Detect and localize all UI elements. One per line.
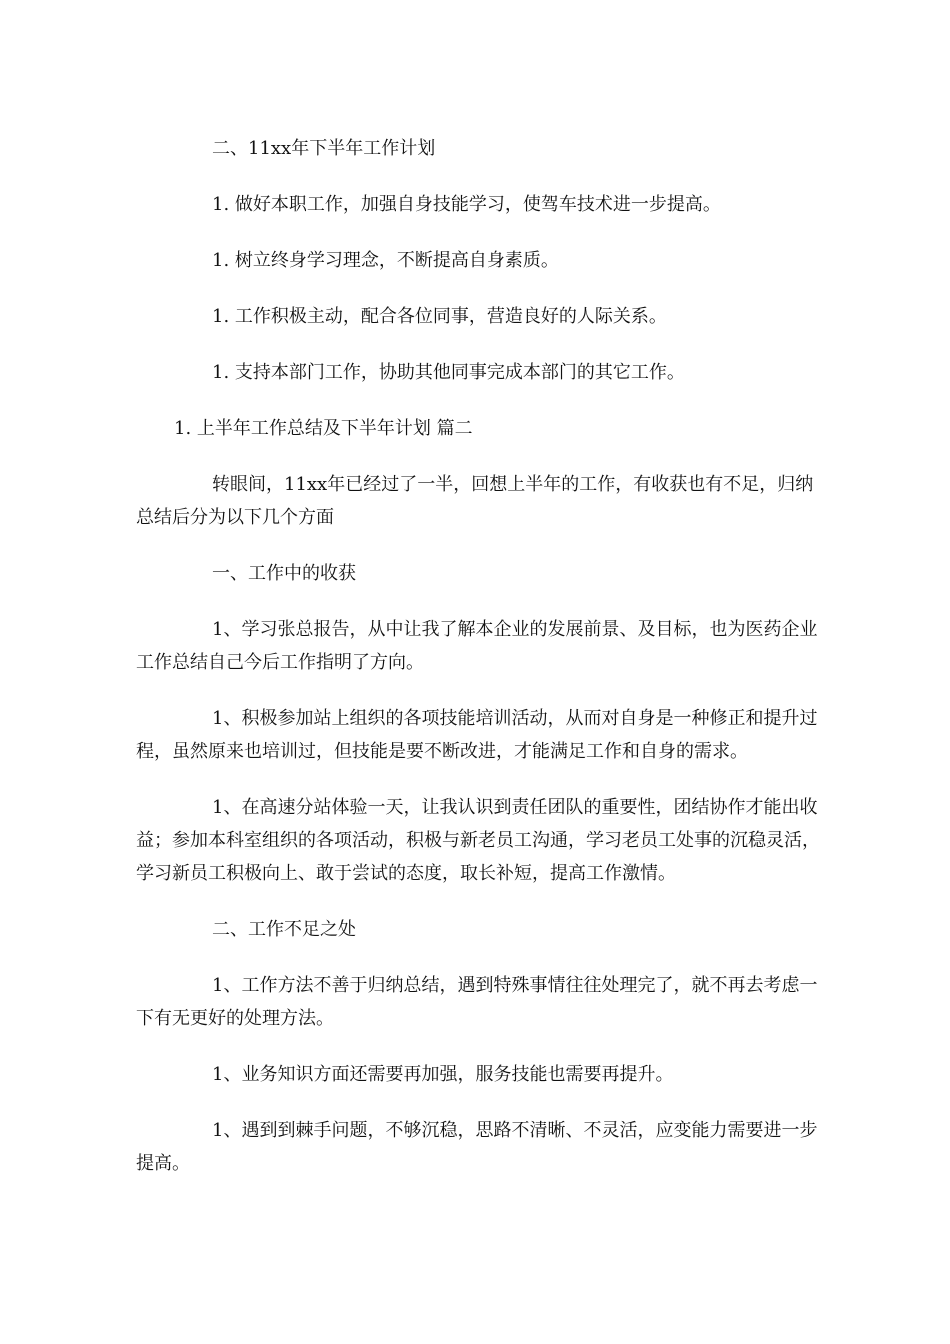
shortcoming-item-1: 1、工作方法不善于归纳总结，遇到特殊事情往往处理完了，就不再去考虑一下有无更好的处理方法。 <box>136 975 818 1029</box>
article-title-part-two: 1. 上半年工作总结及下半年计划 篇二 <box>174 418 473 439</box>
plan-item-3: 1. 工作积极主动，配合各位同事，营造良好的人际关系。 <box>212 306 667 327</box>
shortcoming-item-2: 1、业务知识方面还需要再加强，服务技能也需要再提升。 <box>212 1064 674 1085</box>
section-heading-gains: 一、工作中的收获 <box>212 563 356 584</box>
section-heading-shortcomings: 二、工作不足之处 <box>212 919 356 940</box>
shortcoming-item-3: 1、遇到到棘手问题，不够沉稳，思路不清晰、不灵活，应变能力需要进一步提高。 <box>136 1120 818 1174</box>
gain-item-3: 1、在高速分站体验一天，让我认识到责任团队的重要性，团结协作才能出收益；参加本科室组织的各项活动，积极与新老员工沟通，学习老员工处事的沉稳灵活，学习新员工积极向上、敢于尝试的态度，取长补短，提高工作激情。 <box>136 797 820 884</box>
intro-paragraph: 转眼间，11xx年已经过了一半，回想上半年的工作，有收获也有不足，归纳总结后分为以下几个方面 <box>136 474 814 528</box>
gain-item-2: 1、积极参加站上组织的各项技能培训活动，从而对自身是一种修正和提升过程，虽然原来也培训过，但技能是要不断改进，才能满足工作和自身的需求。 <box>136 708 818 762</box>
document-body <box>136 132 826 1203</box>
plan-item-2: 1. 树立终身学习理念，不断提高自身素质。 <box>212 250 559 271</box>
gain-item-1: 1、学习张总报告，从中让我了解本企业的发展前景、及目标，也为医药企业工作总结自己今后工作指明了方向。 <box>136 619 818 673</box>
plan-item-1: 1. 做好本职工作，加强自身技能学习，使驾车技术进一步提高。 <box>212 194 721 215</box>
section-heading-plan: 二、11xx年下半年工作计划 <box>212 138 436 159</box>
plan-item-4: 1. 支持本部门工作，协助其他同事完成本部门的其它工作。 <box>212 362 685 383</box>
